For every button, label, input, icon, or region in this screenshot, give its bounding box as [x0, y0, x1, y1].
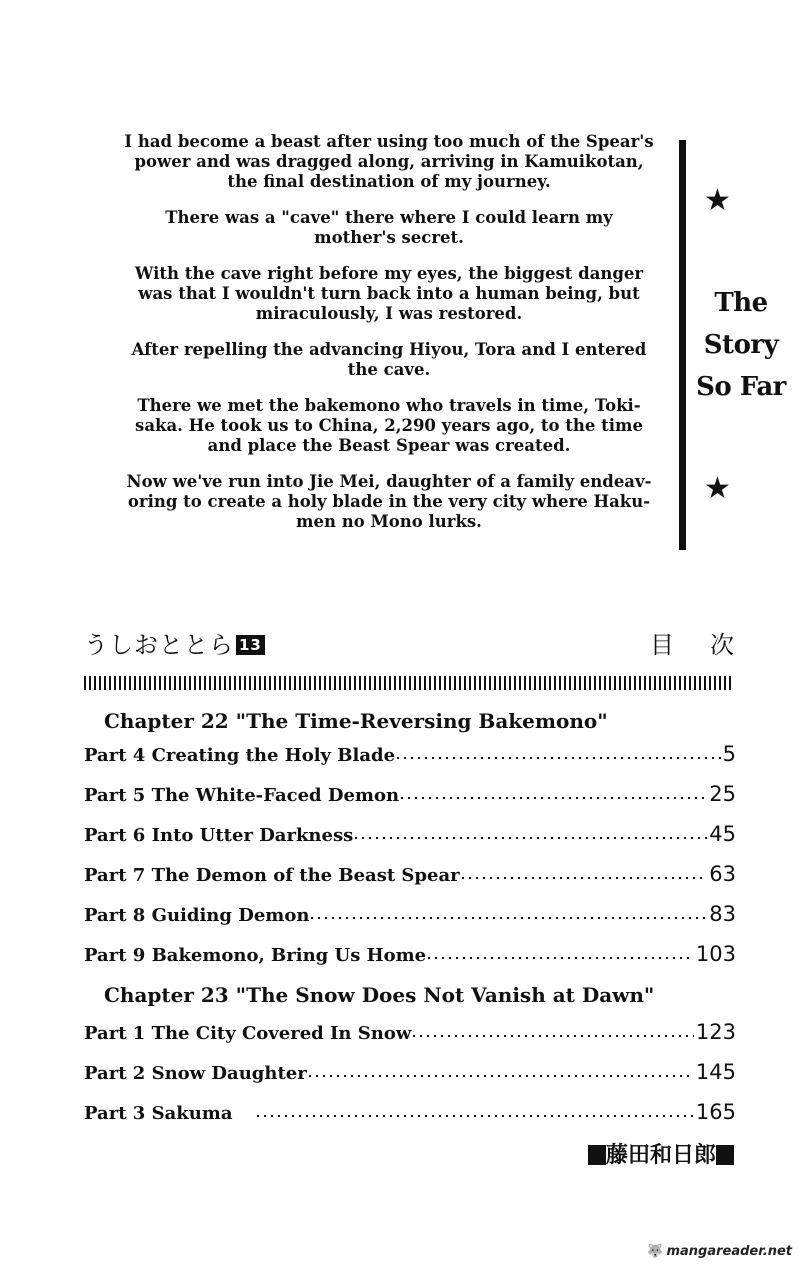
- toc-entry-page: 5: [722, 742, 736, 766]
- toc-entry: [84, 820, 736, 848]
- toc-entry-label: Part 9 Bakemono, Bring Us Home: [84, 945, 427, 966]
- chapter-heading: Chapter 23 "The Snow Does Not Vanish at Dawn": [104, 983, 655, 1007]
- series-title: うしおととら 13: [84, 628, 265, 662]
- toc-entry-page: 83: [709, 902, 736, 926]
- story-paragraph-5: There we met the bakemono who travels in time, Toki- saka. He took us to China, 2,290 years ago, to the time and place the Beast Spear was created.: [135, 396, 643, 455]
- logo-icon: 🐺: [647, 1244, 664, 1259]
- author-credit: 藤田和日郎: [588, 1140, 734, 1172]
- leader-dots: [311, 917, 707, 919]
- contents-label: 目次: [650, 631, 770, 659]
- leader-dots: [401, 797, 707, 799]
- leader-dots: [257, 1115, 694, 1117]
- toc-entry-page: 145: [695, 1060, 736, 1084]
- toc-entry-label: Part 6 Into Utter Darkness: [84, 825, 354, 846]
- star-icon: ★: [704, 183, 731, 218]
- toc-entry: [84, 740, 736, 768]
- vertical-divider: [679, 140, 686, 550]
- site-watermark: 🐺 mangareader.net: [647, 1244, 792, 1259]
- toc-entry: [84, 860, 736, 888]
- leader-dots: [462, 877, 708, 879]
- toc-header: [84, 628, 770, 662]
- toc-entry-page: 63: [709, 862, 736, 886]
- leader-dots: [355, 837, 707, 839]
- toc-entry-label: Part 2 Snow Daughter: [84, 1063, 307, 1084]
- story-so-far-title: The Story So Far: [696, 288, 786, 402]
- toc-entry: [84, 1058, 736, 1086]
- toc-entry-page: 103: [695, 942, 736, 966]
- toc-entry: [84, 900, 736, 928]
- story-paragraph-6: Now we've run into Jie Mei, daughter of a family endeav- oring to create a holy blade in the very city where Haku- men no Mono lurks.: [126, 472, 652, 531]
- story-paragraph-2: There was a "cave" there where I could learn my mother's secret.: [165, 208, 613, 247]
- toc-entry-label: Part 5 The White-Faced Demon: [84, 785, 400, 806]
- toc-entry: [84, 1098, 736, 1126]
- toc-entry-page: 165: [695, 1100, 736, 1124]
- toc-entry: [84, 1018, 736, 1046]
- story-paragraph-3: With the cave right before my eyes, the biggest danger was that I wouldn't turn back into a human being, but miraculously, I was restored.: [134, 264, 644, 323]
- toc-entry: [84, 780, 736, 808]
- toc-entry-page: 123: [695, 1020, 736, 1044]
- story-paragraph-4: After repelling the advancing Hiyou, Tora and I entered the cave.: [131, 340, 647, 379]
- decorative-rule: [84, 676, 734, 690]
- story-so-far-text: [108, 132, 670, 548]
- volume-badge: 13: [236, 635, 265, 655]
- story-paragraph-1: I had become a beast after using too much of the Spear's power and was dragged along, arriving in Kamuikotan, the final destination of my journey.: [124, 132, 654, 191]
- toc-entry-label: Part 1 The City Covered In Snow: [84, 1023, 412, 1044]
- leader-dots: [428, 957, 694, 959]
- toc-entry-label: Part 4 Creating the Holy Blade: [84, 745, 396, 766]
- toc-entry-label: Part 7 The Demon of the Beast Spear: [84, 865, 460, 886]
- toc-entry: [84, 940, 736, 968]
- star-icon: ★: [704, 471, 731, 506]
- toc-entry-label: Part 3 Sakuma: [84, 1103, 233, 1124]
- toc-entry-page: 25: [709, 782, 736, 806]
- toc-entry-page: 45: [709, 822, 736, 846]
- leader-dots: [397, 757, 721, 759]
- chapter-heading: Chapter 22 "The Time-Reversing Bakemono": [104, 709, 608, 733]
- leader-dots: [309, 1075, 694, 1077]
- leader-dots: [413, 1035, 694, 1037]
- toc-entry-label: Part 8 Guiding Demon: [84, 905, 310, 926]
